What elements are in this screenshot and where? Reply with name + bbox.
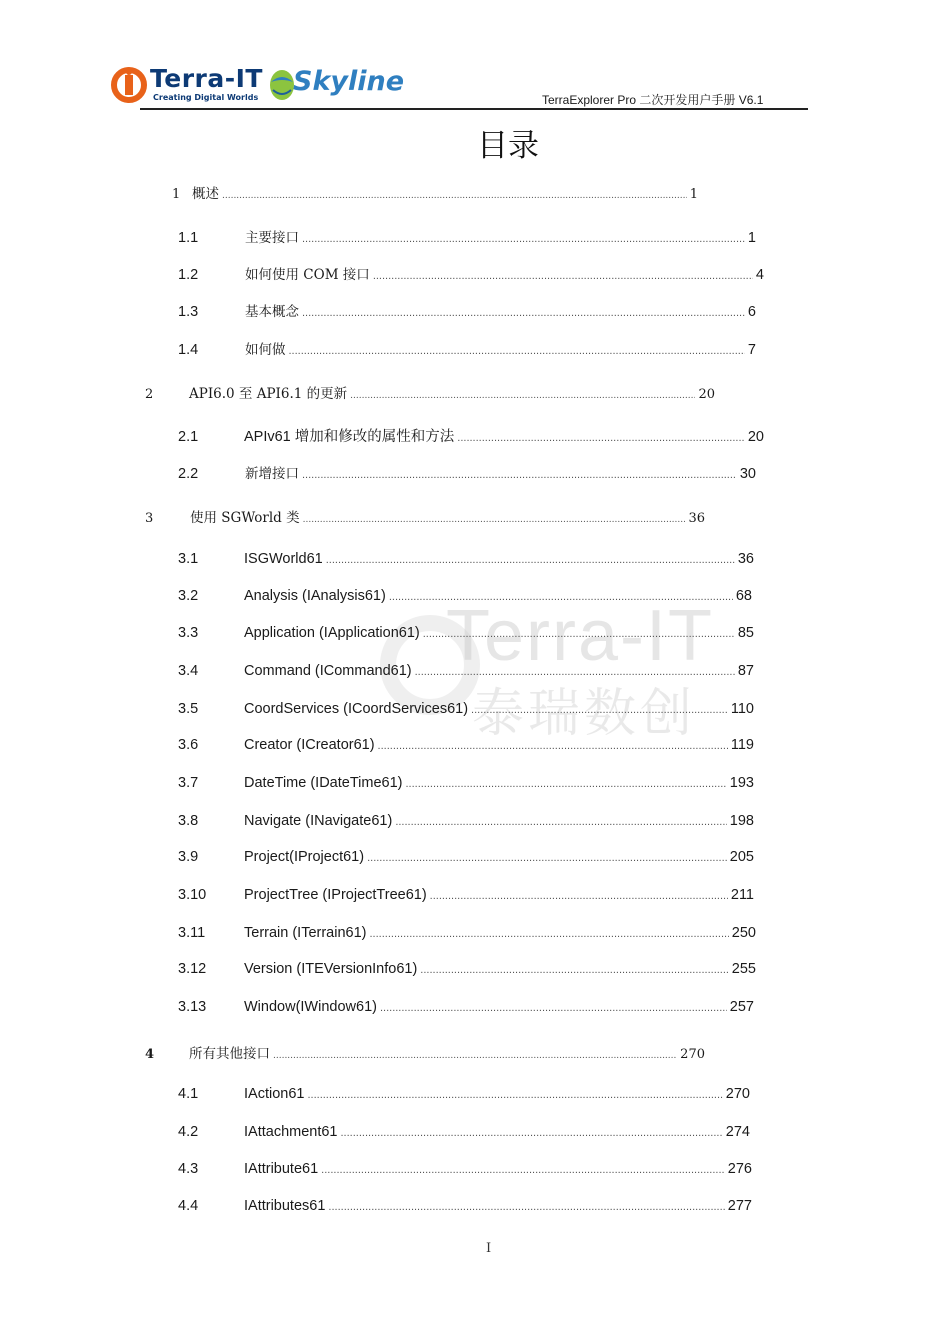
toc-entry-leader (303, 515, 686, 525)
toc-entry-page: 274 (725, 1124, 750, 1140)
toc-entry-leader (328, 1201, 724, 1213)
toc-entry-number: 1.2 (178, 267, 199, 283)
toc-entry-number: 2.1 (178, 429, 199, 445)
logo-partner: Skyline (293, 66, 405, 97)
watermark-text-cn: 泰瑞数创 (472, 684, 697, 744)
toc-entry-page: 198 (729, 813, 754, 829)
toc-entry-title: Application (IApplication61) (244, 625, 420, 641)
watermark-text-en: Terra-IT (446, 596, 714, 676)
toc-entry-title: Analysis (IAnalysis61) (244, 588, 386, 604)
toc-entry-leader (395, 816, 726, 828)
toc-entry-number: 3.11 (178, 925, 206, 941)
toc-entry-page: 270 (725, 1086, 750, 1102)
toc-entry-page: 255 (731, 961, 756, 977)
toc-entry-title: 如何使用 COM 接口 (245, 267, 370, 283)
toc-entry-page: 193 (729, 775, 754, 791)
toc-entry-title: Creator (ICreator61) (244, 737, 375, 753)
toc-entry[interactable] (178, 775, 754, 795)
toc-entry-number: 4.2 (178, 1124, 199, 1140)
toc-entry[interactable] (172, 182, 698, 202)
toc-entry-number: 3.2 (178, 588, 199, 604)
toc-entry-leader (378, 740, 728, 752)
toc-entry[interactable] (178, 263, 764, 283)
toc-entry-title: ISGWorld61 (244, 551, 323, 567)
toc-entry-title: 新增接口 (245, 466, 299, 482)
toc-entry-title: IAttachment61 (244, 1124, 338, 1140)
toc-entry-title: CoordServices (ICoordServices61) (244, 701, 469, 717)
toc-entry-page: 36 (688, 511, 705, 526)
toc-entry-title: IAttribute61 (244, 1161, 319, 1177)
toc-entry-title: 如何做 (245, 342, 286, 358)
toc-entry-title: ProjectTree (IProjectTree61) (244, 887, 427, 903)
toc-entry-page: 6 (747, 304, 756, 320)
toc-entry-title: 使用 SGWorld 类 (190, 510, 300, 526)
toc-entry[interactable] (178, 813, 754, 833)
toc-entry-number: 1.1 (178, 230, 199, 246)
toc-entry-title: Navigate (INavigate61) (244, 813, 393, 829)
terra-it-skyline-logo (110, 62, 405, 110)
toc-entry-leader (389, 591, 733, 603)
toc-entry[interactable] (178, 1198, 752, 1218)
toc-entry-number: 1.4 (178, 342, 199, 358)
toc-entry-title: 主要接口 (245, 230, 299, 246)
toc-entry-page: 20 (747, 429, 764, 445)
toc-entry[interactable] (178, 1124, 750, 1144)
toc-entry-leader (373, 270, 753, 282)
toc-entry[interactable] (178, 462, 756, 482)
logo-brand: Terra-IT (150, 64, 263, 93)
toc-entry-page: 277 (727, 1198, 752, 1214)
toc-entry-title: Terrain (ITerrain61) (244, 925, 367, 941)
toc-entry-number: 3.7 (178, 775, 199, 791)
logo-tagline: Creating Digital Worlds (153, 93, 259, 102)
page-title: 目录 (477, 128, 539, 164)
toc-entry-leader (326, 554, 735, 566)
toc-entry-number: 4.1 (178, 1086, 199, 1102)
toc-entry-page: 1 (747, 230, 756, 246)
toc-entry-number: 4 (145, 1047, 155, 1062)
toc-entry-number: 3.3 (178, 625, 199, 641)
toc-entry-title: DateTime (IDateTime61) (244, 775, 403, 791)
toc-entry-leader (457, 432, 745, 444)
toc-entry-page: 270 (680, 1047, 705, 1062)
toc-entry-leader (289, 345, 745, 357)
toc-entry-title: APIv61 增加和修改的属性和方法 (244, 429, 455, 445)
toc-entry-leader (350, 391, 695, 401)
toc-entry-title: IAction61 (244, 1086, 305, 1102)
toc-entry[interactable] (145, 382, 715, 402)
toc-entry[interactable] (178, 849, 754, 869)
toc-entry-page: 30 (739, 466, 756, 482)
toc-entry-leader (307, 1089, 722, 1101)
toc-entry-leader (370, 928, 729, 940)
toc-entry-number: 3.1 (178, 551, 199, 567)
toc-entry-leader (471, 704, 728, 716)
toc-entry-leader (405, 778, 726, 790)
toc-entry-leader (423, 628, 735, 640)
toc-entry-title: Command (ICommand61) (244, 663, 412, 679)
toc-entry-page: 250 (731, 925, 756, 941)
toc-entry-leader (302, 307, 745, 319)
toc-entry-leader (273, 1051, 677, 1061)
toc-entry-leader (420, 964, 729, 976)
toc-entry-page: 87 (737, 663, 754, 679)
toc-entry-title: Window(IWindow61) (244, 999, 377, 1015)
toc-entry-number: 1.3 (178, 304, 199, 320)
toc-entry-page: 7 (747, 342, 756, 358)
toc-entry[interactable] (145, 506, 705, 526)
toc-entry[interactable] (178, 551, 754, 571)
toc-entry-page: 119 (730, 737, 754, 753)
toc-entry-page: 20 (698, 387, 715, 402)
header-divider (140, 108, 808, 110)
toc-entry-number: 3.9 (178, 849, 199, 865)
toc-entry-number: 4.4 (178, 1198, 199, 1214)
toc-entry-page: 110 (730, 701, 754, 717)
toc-entry-page: 276 (727, 1161, 752, 1177)
toc-entry-page: 257 (729, 999, 754, 1015)
toc-entry[interactable] (178, 1161, 752, 1181)
toc-entry-title: Version (ITEVersionInfo61) (244, 961, 418, 977)
toc-entry[interactable] (178, 338, 756, 358)
toc-entry-leader (415, 666, 735, 678)
toc-entry-leader (302, 469, 737, 481)
toc-entry-number: 3.10 (178, 887, 207, 903)
toc-entry-number: 2 (145, 387, 154, 402)
toc-entry[interactable] (178, 425, 764, 445)
toc-entry-leader (341, 1127, 723, 1139)
toc-entry-page: 85 (737, 625, 754, 641)
toc-entry-page: 68 (735, 588, 752, 604)
toc-entry-number: 3.6 (178, 737, 199, 753)
toc-entry-title: 所有其他接口 (189, 1046, 270, 1062)
toc-entry[interactable] (178, 625, 754, 645)
toc-entry[interactable] (178, 961, 756, 981)
toc-entry[interactable] (178, 663, 754, 683)
toc-entry-page: 4 (755, 267, 764, 283)
toc-entry-number: 3.8 (178, 813, 199, 829)
toc-entry-number: 2.2 (178, 466, 199, 482)
toc-entry-leader (321, 1164, 725, 1176)
toc-entry-title: API6.0 至 API6.1 的更新 (189, 386, 348, 402)
toc-entry-title: 基本概念 (245, 304, 299, 320)
toc-entry[interactable] (178, 737, 754, 757)
toc-entry-leader (222, 191, 687, 201)
toc-entry[interactable] (178, 226, 756, 246)
toc-entry-leader (367, 852, 727, 864)
toc-entry-number: 3.4 (178, 663, 199, 679)
toc-entry-leader (380, 1002, 727, 1014)
terra-it-logo-icon (110, 66, 148, 104)
document-label: TerraExplorer Pro 二次开发用户手册 V6.1 (542, 93, 764, 107)
toc-entry-page: 1 (689, 187, 698, 202)
toc-entry[interactable] (178, 887, 754, 907)
toc-entry-number: 4.3 (178, 1161, 199, 1177)
toc-entry-leader (302, 233, 745, 245)
toc-entry-title: IAttributes61 (244, 1198, 326, 1214)
toc-entry-title: 概述 (192, 186, 219, 202)
toc-entry-leader (430, 890, 728, 902)
toc-entry[interactable] (178, 701, 754, 721)
toc-entry-page: 205 (729, 849, 754, 865)
toc-entry[interactable] (178, 588, 752, 608)
toc-entry-number: 3.13 (178, 999, 207, 1015)
toc-entry[interactable] (145, 1042, 705, 1062)
toc-entry-number: 3.5 (178, 701, 199, 717)
toc-entry-title: Project(IProject61) (244, 849, 365, 865)
toc-entry[interactable] (178, 999, 754, 1019)
toc-entry-number: 3.12 (178, 961, 207, 977)
toc-entry-page: 211 (730, 887, 754, 903)
toc-entry[interactable] (178, 925, 756, 945)
toc-entry-number: 3 (145, 511, 154, 526)
toc-entry[interactable] (178, 1086, 750, 1106)
toc-entry-page: 36 (737, 551, 754, 567)
toc-entry-number: 1 (172, 187, 181, 202)
toc-entry[interactable] (178, 300, 756, 320)
page-number: I (486, 1241, 492, 1256)
